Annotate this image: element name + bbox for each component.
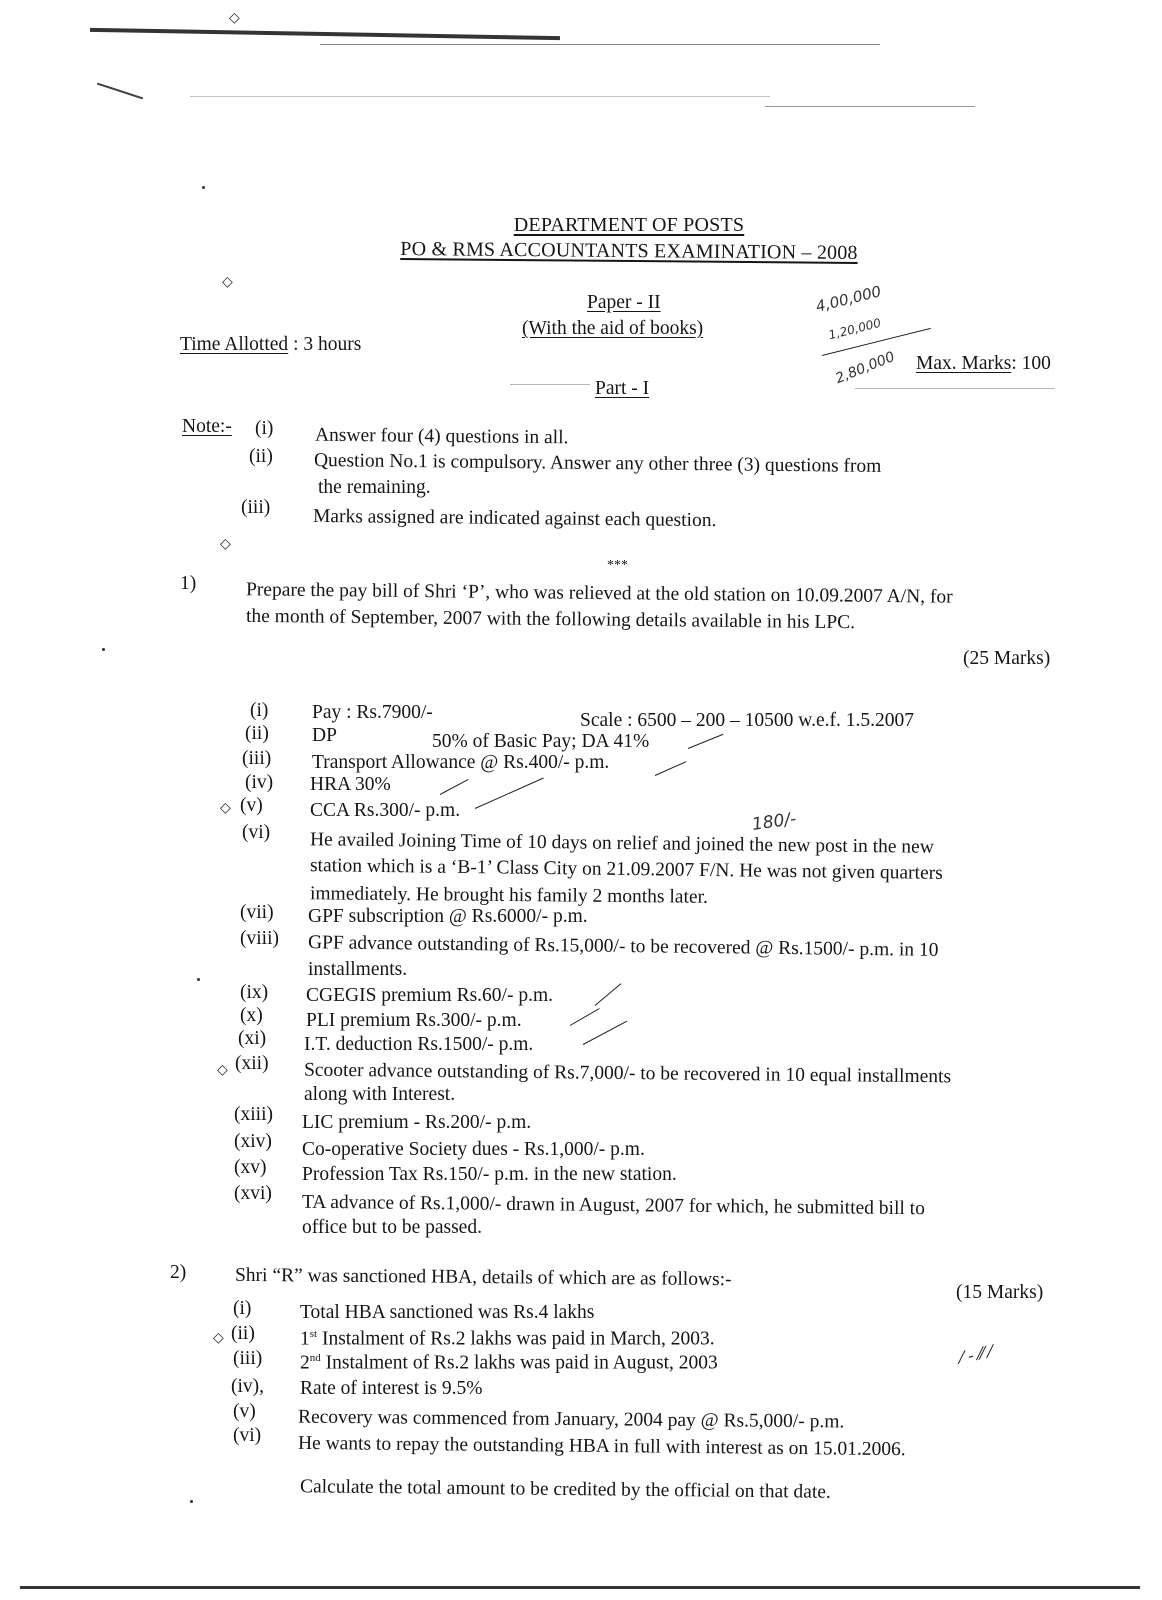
note-text: Answer four (4) questions in all. [314, 424, 569, 449]
question-text-cont: the month of September, 2007 with the following details available in his LPC. [245, 605, 856, 634]
question-closing-instruction: Calculate the total amount to be credited by the official on that date. [299, 1476, 831, 1503]
item-number: (i) [233, 1298, 252, 1319]
question-number: 2) [170, 1262, 187, 1283]
scan-artifact-top-line [90, 28, 560, 40]
item-hba-second-instalment [300, 1352, 718, 1375]
item-lic: LIC premium - Rs.200/- p.m. [302, 1112, 532, 1133]
item-number: (xiii) [234, 1104, 273, 1125]
scan-diamond-icon: ◇ [222, 274, 233, 290]
item-interest-rate: Rate of interest is 9.5% [300, 1378, 483, 1399]
handwritten-margin-note: 180/- [750, 809, 798, 835]
item-hba-total: Total HBA sanctioned was Rs.4 lakhs [300, 1302, 595, 1323]
item-profession-tax: Profession Tax Rs.150/- p.m. in the new station. [302, 1164, 677, 1185]
item-number: (iii) [233, 1348, 263, 1369]
question-marks: (25 Marks) [963, 648, 1051, 669]
handwritten-margin-marks: ⁄ - ⁄⁄ ⁄ [958, 1341, 994, 1368]
item-scooter-advance: Scooter advance outstanding of Rs.7,000/- to be recovered in 10 equal installments [303, 1059, 952, 1088]
scan-diamond-icon: ◇ [217, 1062, 228, 1078]
question-text: Shri “R” was sanctioned HBA, details of which are as follows:- [234, 1264, 732, 1291]
item-dp-extra: 50% of Basic Pay; DA 41% [432, 731, 650, 752]
handwritten-checkmark [688, 734, 724, 749]
item-number: (v) [233, 1401, 256, 1422]
item-cgegis: CGEGIS premium Rs.60/- p.m. [306, 985, 553, 1006]
section-separator: *** [607, 558, 628, 573]
header-divider [510, 384, 590, 385]
paper-note: (With the aid of books) [522, 318, 704, 339]
item-number: (vi) [242, 822, 271, 843]
item-pli: PLI premium Rs.300/- p.m. [306, 1010, 522, 1031]
time-allotted-label: Time Allotted [180, 334, 289, 355]
scan-diamond-icon: ◇ [220, 536, 231, 552]
item-number: (v) [240, 795, 263, 816]
item-joining-time-cont: station which is a ‘B-1’ Class City on 21.09.2007 F/N. He was not given quarters [309, 855, 943, 884]
department-title: DEPARTMENT OF POSTS [513, 214, 745, 236]
item-gpf-advance: GPF advance outstanding of Rs.15,000/- to be recovered @ Rs.1500/- p.m. in 10 [307, 932, 939, 961]
item-cca: CCA Rs.300/- p.m. [310, 800, 461, 821]
ordinal-number: 2 [300, 1352, 310, 1374]
item-ta-advance-cont: office but to be passed. [302, 1217, 482, 1238]
time-allotted [180, 334, 361, 356]
part-label: Part - I [595, 378, 650, 399]
max-marks-label: Max. Marks [916, 353, 1012, 374]
note-label: Note:- [182, 416, 232, 437]
item-number: (i) [250, 700, 269, 721]
scan-speck [190, 1500, 193, 1503]
scan-diamond-icon: ◇ [229, 10, 240, 26]
item-repay: He wants to repay the outstanding HBA in full with interest as on 15.01.2006. [297, 1432, 906, 1461]
note-number: (iii) [241, 497, 271, 518]
handwritten-checkmark [595, 983, 622, 1006]
handwritten-checkmark [440, 779, 469, 795]
handwritten-checkmark [475, 778, 544, 809]
item-number: (xiv) [234, 1131, 272, 1152]
item-number: (ix) [240, 982, 269, 1003]
item-it-deduction: I.T. deduction Rs.1500/- p.m. [304, 1034, 534, 1055]
ordinal-suffix: st [309, 1328, 318, 1340]
item-number: (viii) [240, 928, 279, 949]
item-number: (vii) [240, 902, 274, 923]
item-number: (iv), [231, 1376, 265, 1397]
scan-artifact-right-line [765, 106, 975, 107]
item-number: (xvi) [234, 1183, 272, 1204]
handwritten-checkmark [655, 761, 686, 776]
item-number: (ii) [245, 723, 269, 744]
scan-speck [102, 648, 105, 651]
instalment-text: Instalment of Rs.2 lakhs was paid in March, 2003. [317, 1328, 715, 1350]
item-joining-time-cont: immediately. He brought his family 2 months later. [309, 883, 708, 908]
item-number: (xi) [238, 1028, 267, 1049]
scan-speck [202, 186, 205, 189]
item-number: (ii) [231, 1323, 255, 1344]
item-number: (xii) [235, 1053, 269, 1074]
question-marks: (15 Marks) [956, 1282, 1044, 1303]
item-number: (x) [240, 1005, 263, 1026]
item-pay-scale: Scale : 6500 – 200 – 10500 w.e.f. 1.5.2007 [580, 710, 914, 731]
note-number: (i) [255, 418, 274, 439]
note-text: Question No.1 is compulsory. Answer any other three (3) questions from [313, 450, 882, 477]
max-marks [916, 353, 1051, 375]
item-number: (iii) [242, 748, 272, 769]
exam-title: PO & RMS ACCOUNTANTS EXAMINATION – 2008 [400, 238, 858, 264]
item-hba-first-instalment [300, 1328, 715, 1351]
paper-number: Paper - II [587, 292, 661, 313]
note-text: Marks assigned are indicated against each question. [312, 505, 717, 532]
note-text-cont: the remaining. [318, 477, 431, 498]
item-pay: Pay : Rs.7900/- [312, 702, 433, 723]
scan-artifact-bottom-line [20, 1586, 1140, 1589]
item-dp: DP [312, 725, 337, 746]
item-recovery: Recovery was commenced from January, 2004 pay @ Rs.5,000/- p.m. [297, 1406, 845, 1433]
handwritten-calc-3: 2,80,000 [833, 348, 898, 388]
handwritten-calc-2: 1,20,000 [827, 315, 883, 343]
item-gpf-advance-cont: installments. [308, 959, 408, 980]
item-number: (vi) [233, 1425, 262, 1446]
item-number: (xv) [234, 1157, 267, 1178]
item-joining-time: He availed Joining Time of 10 days on relief and joined the new post in the new [309, 829, 934, 858]
question-number: 1) [180, 573, 197, 594]
scan-artifact-mid-line [190, 96, 770, 97]
item-hra: HRA 30% [310, 774, 391, 795]
item-coop-society: Co-operative Society dues - Rs.1,000/- p.m. [302, 1139, 645, 1160]
instalment-text: Instalment of Rs.2 lakhs was paid in August, 2003 [320, 1352, 718, 1374]
item-scooter-advance-cont: along with Interest. [304, 1084, 456, 1105]
time-allotted-value: : 3 hours [293, 334, 362, 355]
ordinal-suffix: nd [309, 1352, 321, 1364]
item-transport: Transport Allowance @ Rs.400/- p.m. [312, 752, 610, 773]
handwritten-checkmark [583, 1021, 628, 1045]
scan-diamond-icon: ◇ [220, 800, 231, 816]
scan-diamond-icon: ◇ [213, 1330, 224, 1346]
scan-artifact-left-stroke [97, 83, 143, 100]
item-gpf-subscription: GPF subscription @ Rs.6000/- p.m. [308, 906, 588, 927]
item-ta-advance: TA advance of Rs.1,000/- drawn in August, 2007 for which, he submitted bill to [301, 1191, 925, 1220]
header-divider [855, 388, 1055, 389]
item-number: (iv) [245, 772, 274, 793]
scan-artifact-top-line-2 [320, 44, 880, 45]
handwritten-checkmark [570, 1008, 600, 1026]
handwritten-calc-1: 4,00,000 [813, 282, 883, 316]
ordinal-number: 1 [300, 1328, 310, 1350]
scan-speck [197, 978, 200, 981]
max-marks-value: : 100 [1011, 353, 1051, 374]
question-text: Prepare the pay bill of Shri ‘P’, who was relieved at the old station on 10.09.2007 A/N, for [245, 579, 953, 608]
note-number: (ii) [249, 446, 273, 467]
